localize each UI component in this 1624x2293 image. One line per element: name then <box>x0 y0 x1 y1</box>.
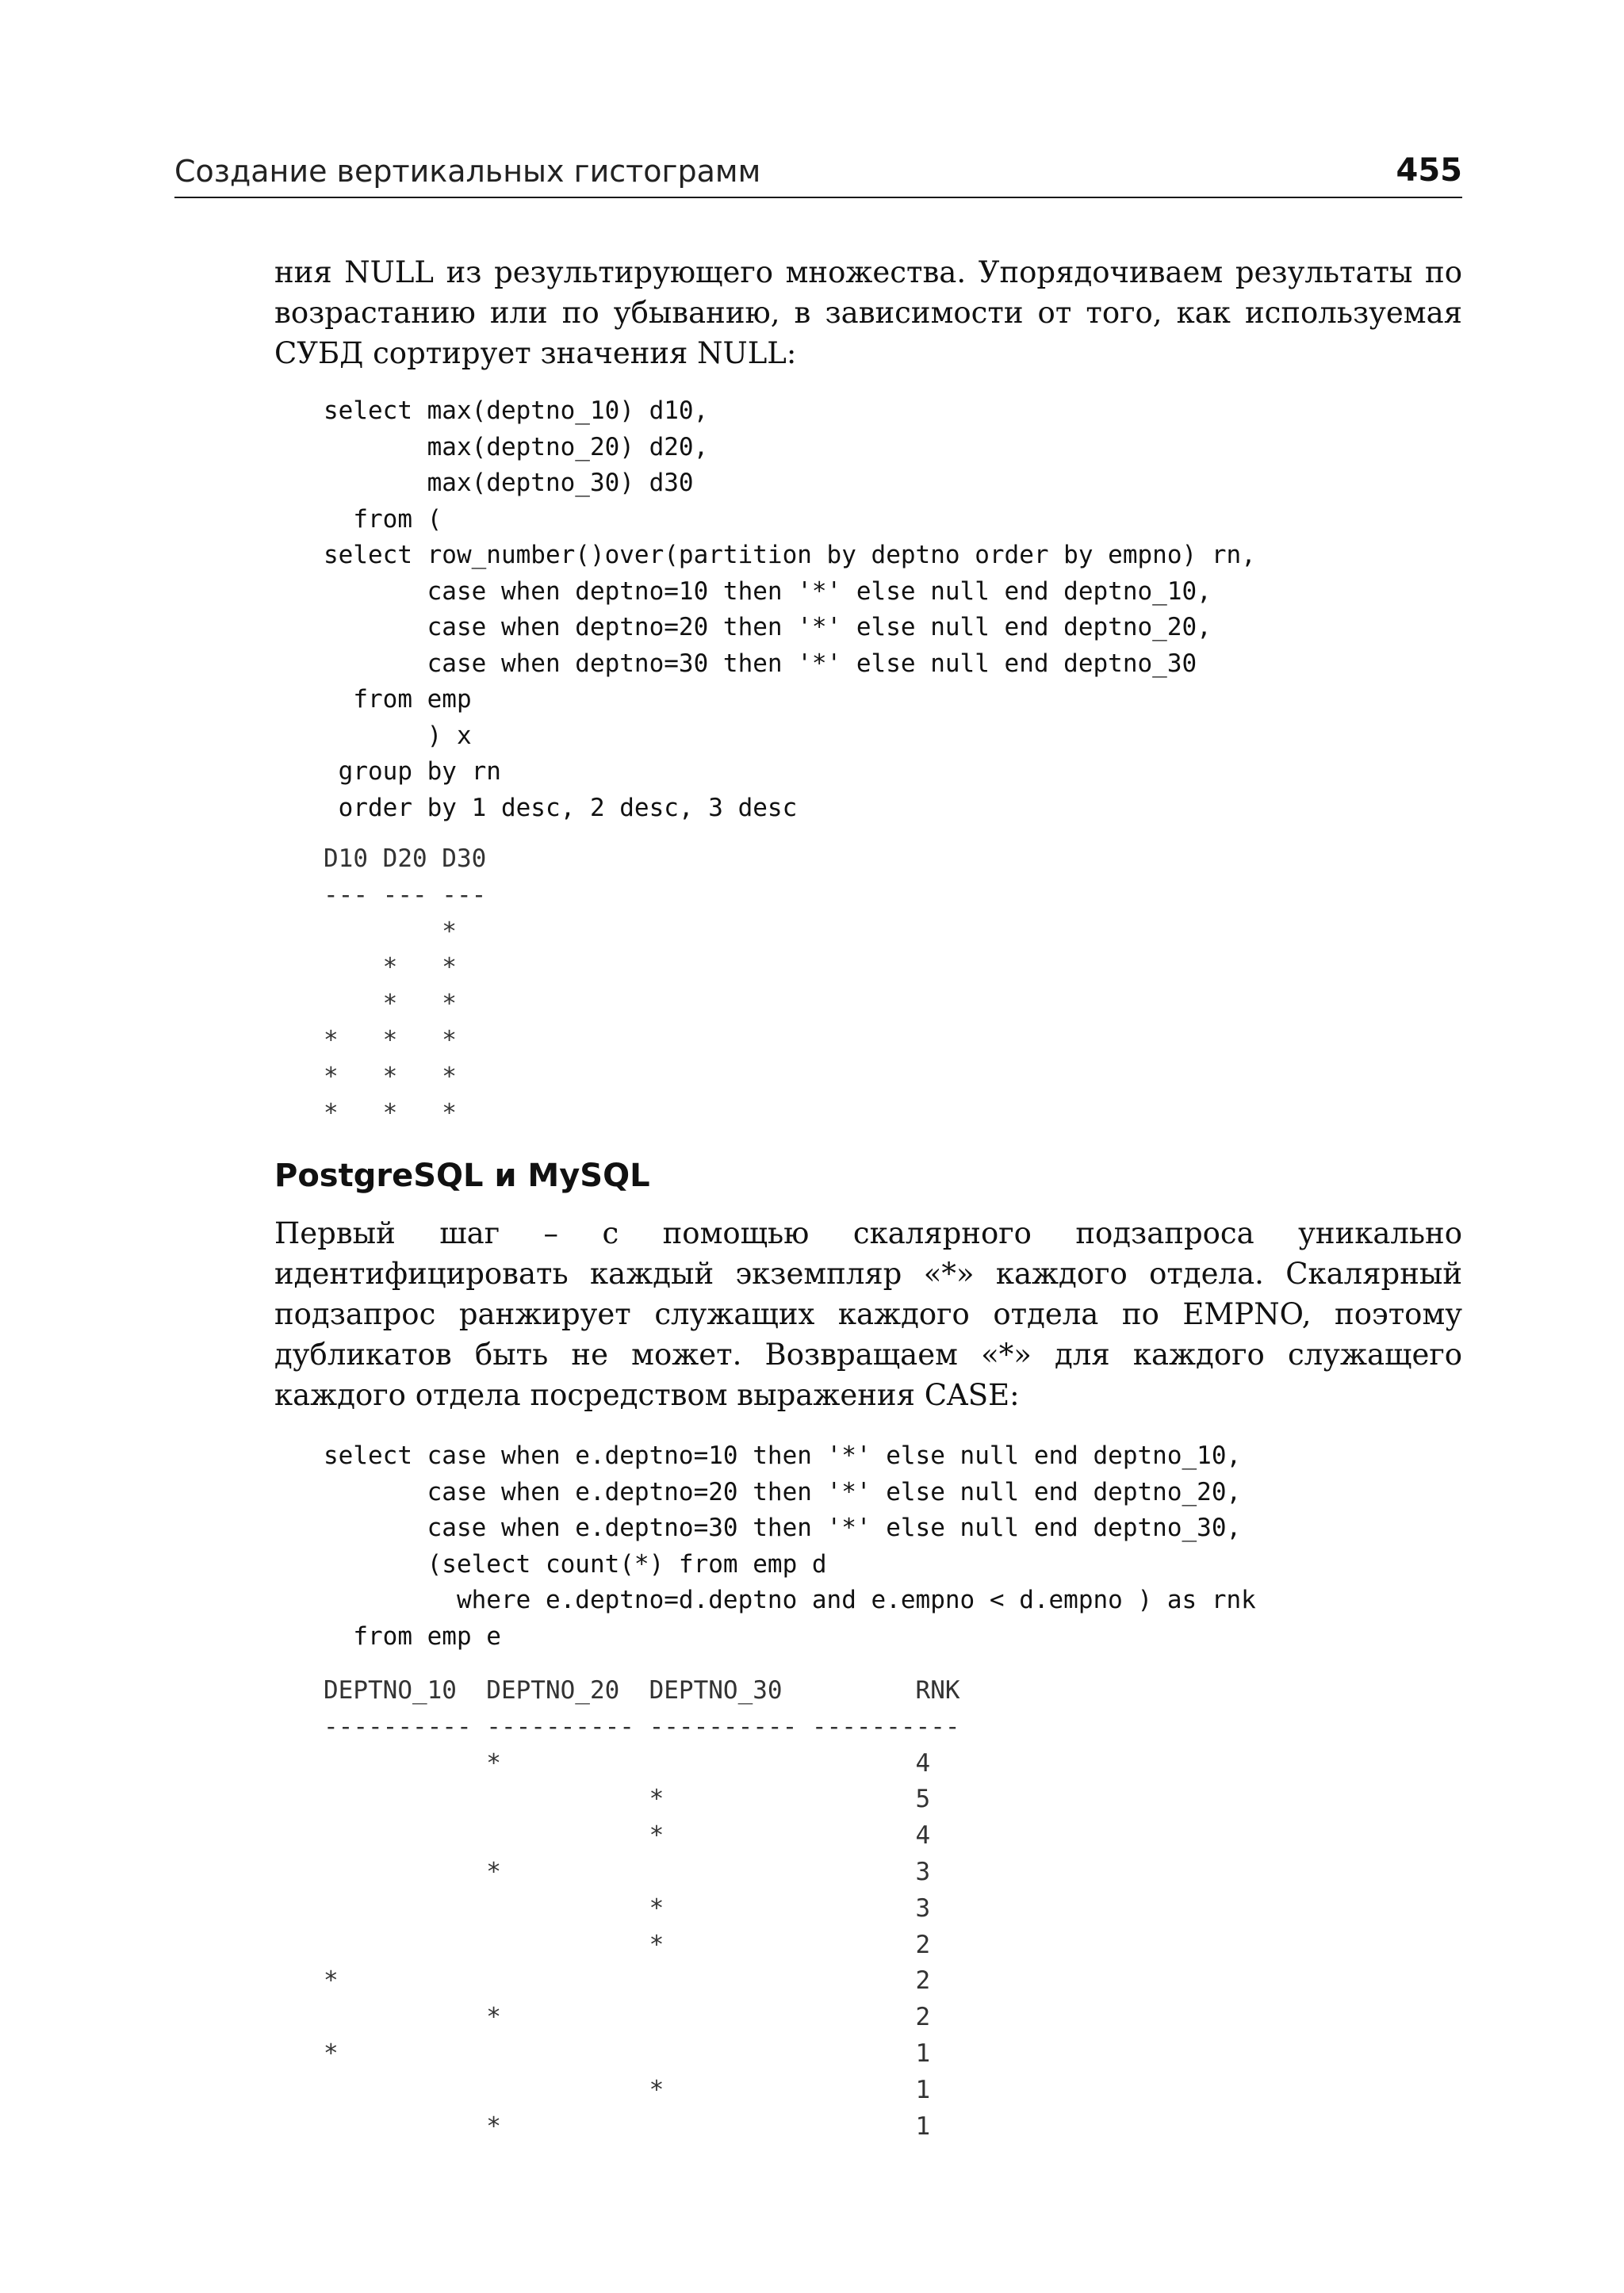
query-result-2: DEPTNO_10 DEPTNO_20 DEPTNO_30 RNK ---------- ---------- ---------- ---------- * 4 * 5 * 4 * 3 * 3 * 2 * 2 * 2 * 1 * 1 * 1 <box>324 1676 960 2141</box>
running-header <box>174 149 1462 198</box>
sql-code-listing-2: select case when e.deptno=10 then '*' else null end deptno_10, case when e.deptno=20 then '*' else null end deptno_20, case when e.deptno=30 then '*' else null end deptno_30, (select count(*) from emp d where e.deptno=d.deptno and e.empno < d.empno ) as rnk from emp e <box>324 1441 1256 1651</box>
paragraph-continued: ния NULL из результирующего множества. Упорядочиваем результаты по возрастанию или по убыванию, в зависимости от того, как используемая СУБД сортирует значения NULL: <box>274 255 1462 370</box>
paragraph-step-one: Первый шаг – с помощью скалярного подзапроса уникально идентифицировать каждый экземпляр «*» каждого отдела. Скалярный подзапрос ранжирует служащих каждого отдела по EMPNO, поэтому дубликатов быть не может. Возвращаем «*» для каждого служащего каждого отдела посредством выражения CASE: <box>274 1216 1462 1412</box>
query-result-1: D10 D20 D30 --- --- --- * * * * * * * * * * * * * * <box>324 844 487 1127</box>
sql-code-listing-1: select max(deptno_10) d10, max(deptno_20) d20, max(deptno_30) d30 from ( select row_number()over(partition by deptno order by empno) rn, case when deptno=10 then '*' else null end deptno_10, case when deptno=20 then '*' else null end deptno_20, case when deptno=30 then '*' else null end deptno_30 from emp ) x group by rn order by 1 desc, 2 desc, 3 desc <box>324 396 1256 822</box>
section-heading: PostgreSQL и MySQL <box>274 1158 650 1194</box>
running-title: Создание вертикальных гистограмм <box>174 154 761 189</box>
page-number: 455 <box>1396 152 1462 189</box>
